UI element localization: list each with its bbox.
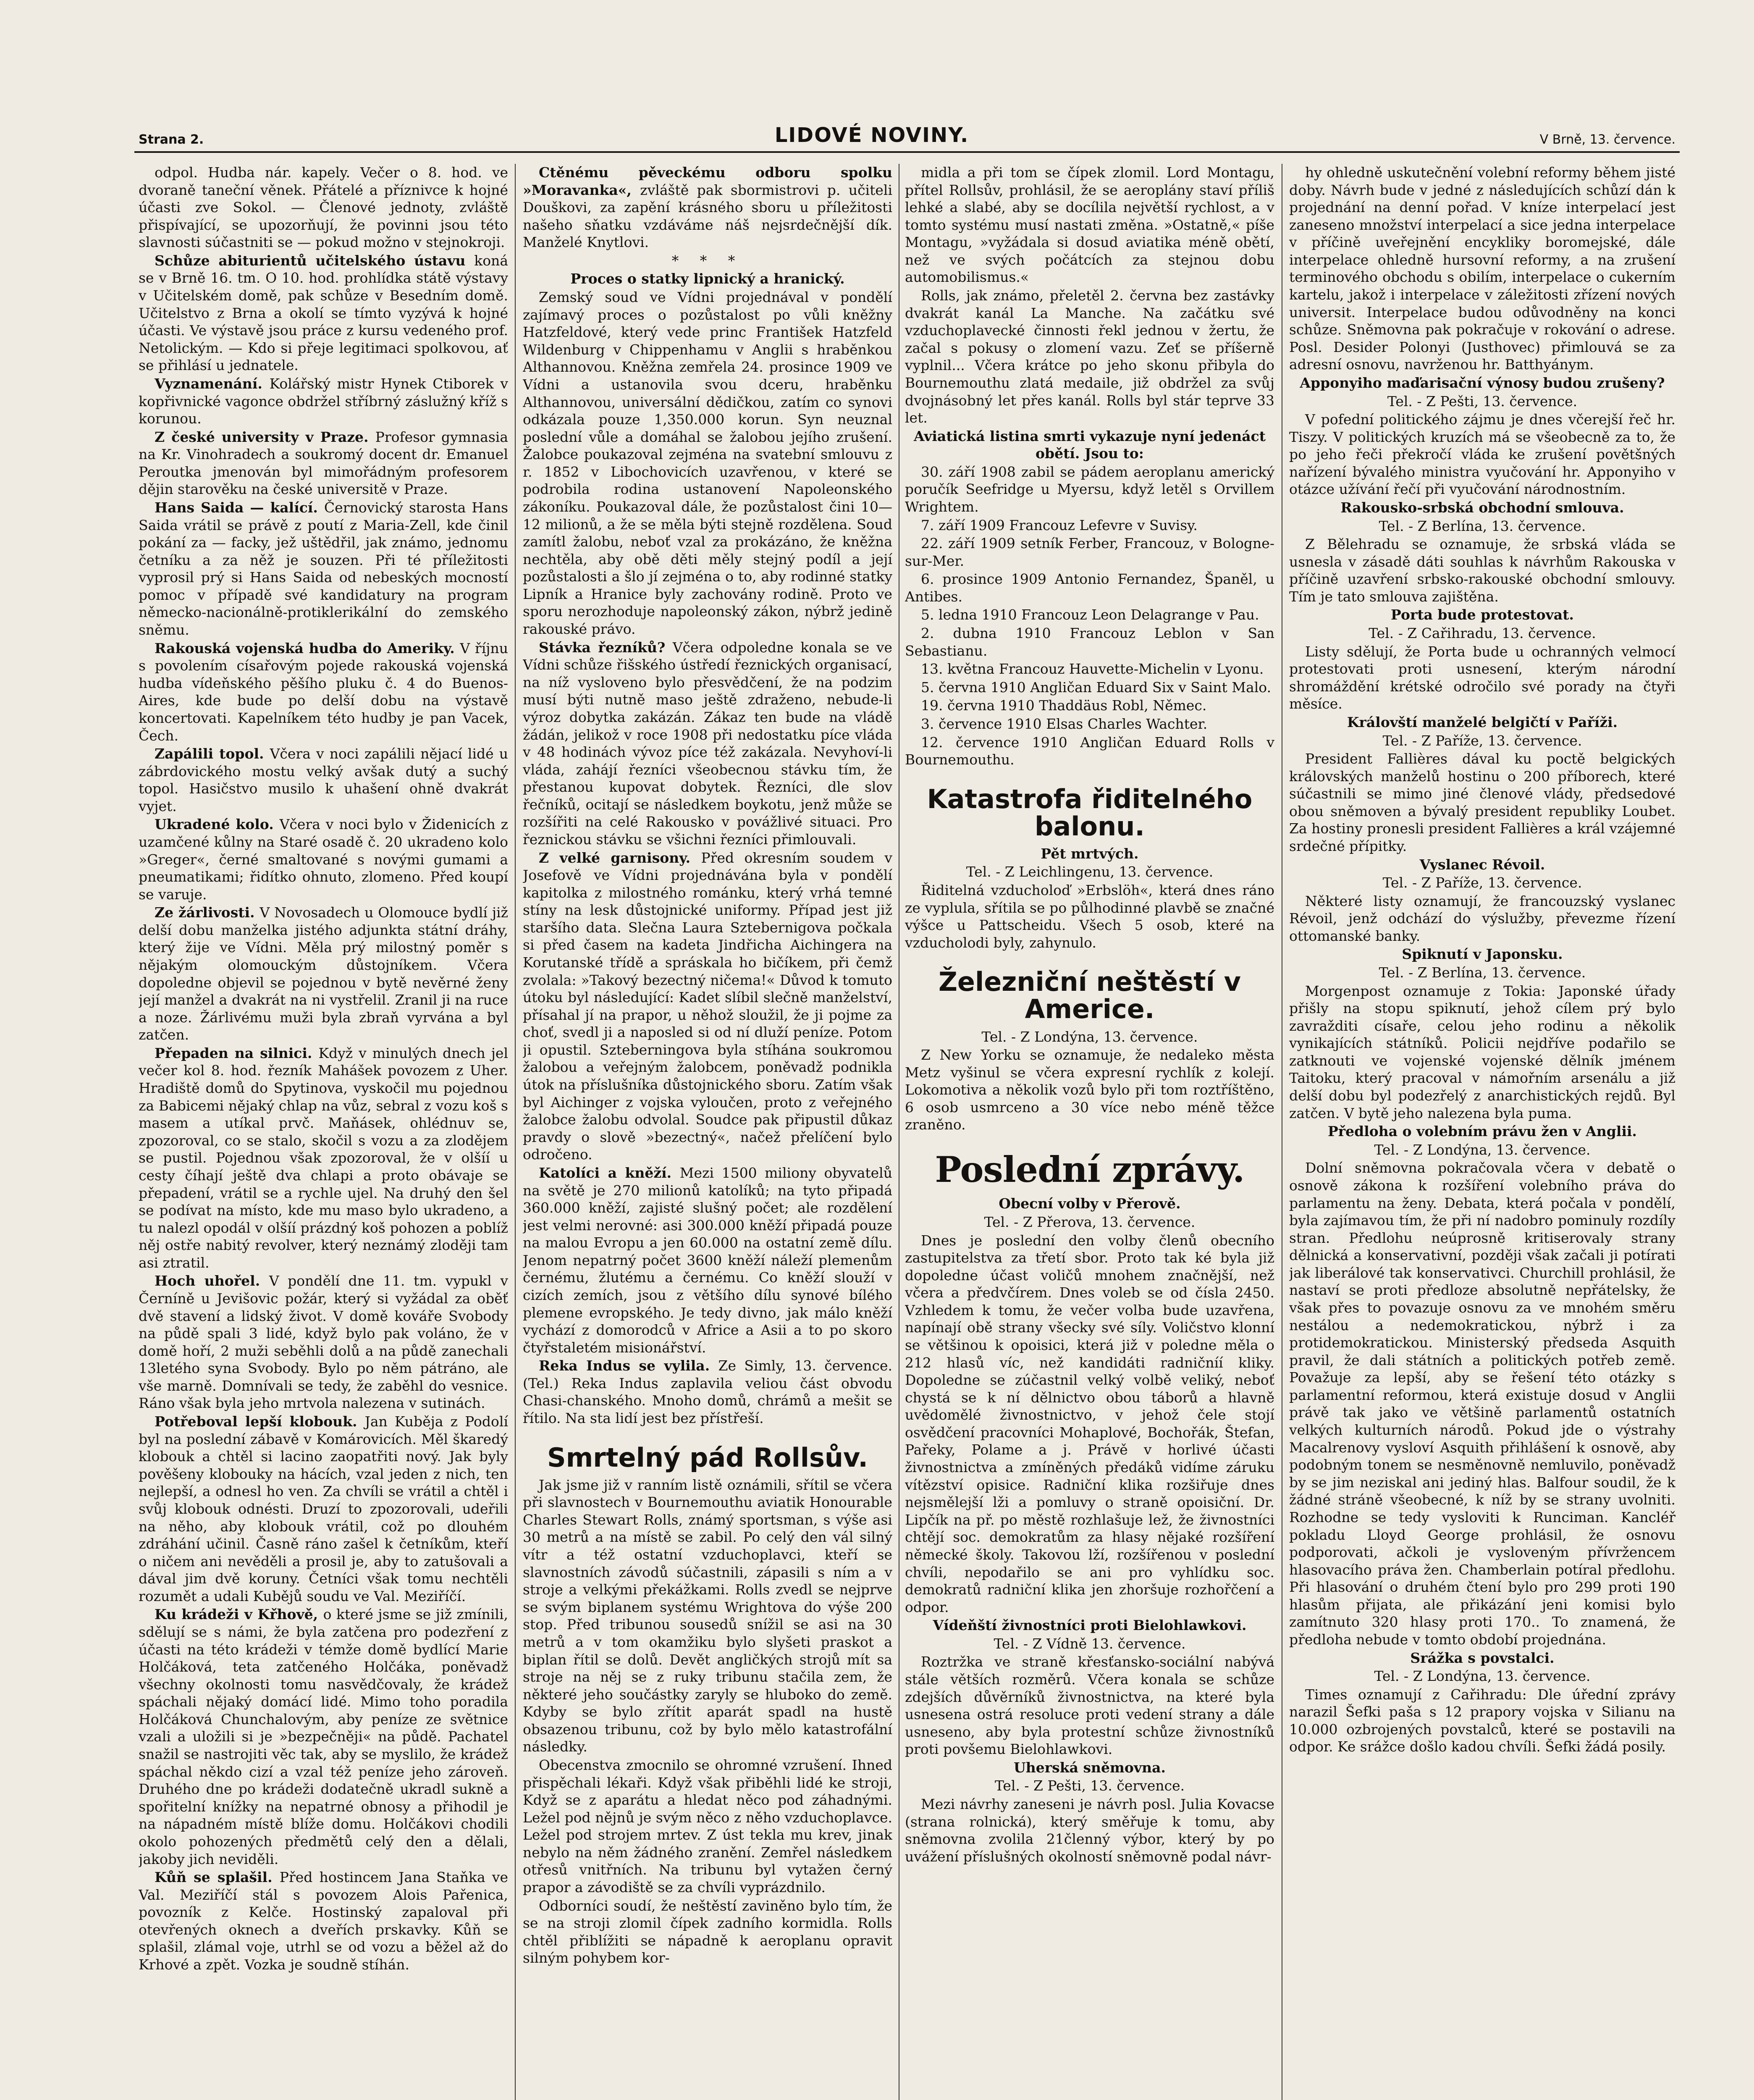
article-paragraph	[1289, 536, 1675, 605]
column-4	[1289, 164, 1675, 2100]
article-headline: Královští manželé belgičtí v Paříži.	[1347, 714, 1618, 730]
article-paragraph	[905, 164, 1274, 286]
article-headline: Aviatická listina smrti vykazuje nyní jedenáct obětí. Jsou to:	[913, 428, 1266, 462]
article-text: Listy sdělují, že Porta bude u ochranných velmocí protestovati proti usnesení, kterým národní shromáždění krétské odročilo své porady na čtyři měsíce.	[1289, 643, 1675, 712]
article-paragraph	[523, 164, 892, 251]
article-lead-heading: Kůň se splašil.	[155, 1869, 280, 1886]
article-paragraph	[905, 697, 1274, 714]
article-paragraph	[139, 164, 508, 251]
article-paragraph	[139, 745, 508, 815]
article-paragraph	[1289, 750, 1675, 855]
telegram-dateline: Tel. - Z Londýna, 13. července.	[1374, 1141, 1591, 1158]
article-paragraph	[905, 1046, 1274, 1134]
article-paragraph	[139, 252, 508, 374]
article-text: Zemský soud ve Vídni projednával v pondělí zajímavý proces o pozůstalost po vůli kněžny Hatzfeldové, který vede princ František Hatzfeld Wildenburg v Chippenhamu v Anglii s hraběnkou Althannovou. Kněžna zemřela 24. prosince 1909 ve Vídni a ustanovila svou dceru, hraběnku Althannovou, universální dědičkou, zatím co synovi odkázala pouze 1,350.000 korun. Syn neuznal poslední vůle a domáhal se žalobou jejího zrušení. Žalobce poukazoval zejména na svatební smlouvu z r. 1852 v Libochovicích uzavřenou, v které se podrobila rodina ustanovení Napoleonského zákoníku. Poukazoval dále, že pozůstalost čini 10—12 milionů, a že se měla býti stejně rozdělena. Soud zamítl žalobu, neboť vzal za prokázáno, že kněžna nechtěla, aby obě děti měly stejný podíl a její pozůstalosti a šlo jí zejména o to, aby rodinné statky Lipník a Hranice byly zachovány rodině. Proto ve sporu nerozhoduje napoleonský zákon, nýbrž jedině rakouské právo.	[523, 289, 892, 638]
article-text: Mezi návrhy zaneseni je návrh posl. Julia Kovacse (strana rolnická), který směřuje k tomu, aby sněmovna zvolila 21členný výbor, který by po uvážení příslušných okolností sněmovně podal návr-	[905, 1796, 1274, 1865]
article-paragraph	[1289, 1686, 1675, 1756]
article-text: o které jsme se již zmínili, sdělují se s námi, že byla zatčena pro podezření z účasti na této krádeži v témže domě bydlící Marie Holčáková, teta zatčeného Holčáka, poněvadž všechny okolnosti tomu nasvědčovaly, že krádež spáchali nějaký domácí lidé. Mimo toho poradila Holčáková Chunchalovým, aby peníze ze světnice vzali a uložili si je »bezpečněji« na půdě. Pachatel snažil se nastrojiti věc tak, aby se myslilo, že krádež spáchal někdo cizí a vzal též peníze jeho zároveň. Druhého dne po krádeži dodatečně ukradl sukně a spořitelní knížky na nepatrné obnosy a přihodil je na nápadném místě blíže domu. Holčákovi chodili okolo pohozených předmětů celý den a dělali, jakoby jich neviděli.	[139, 1606, 508, 1867]
article-paragraph	[1289, 411, 1675, 498]
article-paragraph	[905, 1232, 1274, 1616]
article-paragraph	[139, 499, 508, 639]
article-text: 5. ledna 1910 Francouz Leon Delagrange v Pau.	[921, 606, 1259, 623]
article-text: Dolní sněmovna pokračovala včera v debatě o osnově zákona k rozšíření volebního práva do parlamentu na ženy. Debata, která počala v pondělí, byla zajímavou tím, že při ní nadobro pominuly rozdíly stran. Předlohu neúprosně kritiserovaly strany dělnická a konservativní, později však začali ji potírati jak liberálové tak konservativci. Churchill prohlásil, že nastaví se proti předloze absolutně nepřátelsky, že však přes to povazuje osnovu za ve mnohém směru nestálou a nedemokratickou, nýbrž i za protidemokratickou. Ministerský předseda Asquith pravil, že dali státních a politických potřeb země. Považuje za lepší, aby se řešení této otázky s parlamentní reformou, která existuje dosud v Anglii právě tak jako ve většině parlamentů ostatních velkých kulturních národů. Pokud jde o výstrahy Macalrenovy vysloví Asquith přihlášení k osnově, aby podobným tonem se nesměnovně nemluvilo, poněvadž by se jim neziskal ani jediný hlas. Balfour soudil, že k žádné stráně všeobecné, k níž by se strany uvolniti. Rozhodne se tedy vysloviti k Runciman. Kancléř pokladu Lloyd George prohlásil, že osnovu podporovati, ačkoli je vysloveným přívržencem hlasovacího práva žen. Chamberlain potíral předlohu. Při hlasování o druhém čtení bylo pro 299 proti 190 hlasům přijata, ale přikázání jeni komisi bylo zamítnuto 320 hlasy proti 170.. To znamená, že předloha nebude v tomto období projednána.	[1289, 1160, 1675, 1648]
telegram-dateline: Tel. - Z Berlína, 13. července.	[1379, 517, 1586, 534]
article-lead-heading: Zapálili topol.	[155, 746, 270, 762]
article-text: 19. června 1910 Thaddäus Robl, Němec.	[921, 697, 1207, 714]
article-text: Profesor gymnasia na Kr. Vinohradech a soukromý docent dr. Emanuel Peroutka jmenován byl mimořádným profesorem dějin starověku na české universitě v Praze.	[139, 428, 508, 498]
article-text: Z New Yorku se oznamuje, že nedaleko města Metz vyšinul se včera expresní rychlík z kolejí. Lokomotiva a několik vozů bylo při tom roztříštěno, 6 osob usmrceno a 30 více nebo méně těžce zraněno.	[905, 1047, 1274, 1133]
article-text: Dnes je poslední den volby členů obecního zastupitelstva za třetí sbor. Proto tak ké byla již dopoledne účast voličů mnohem značnější, než včera a předvčírem. Dnes voleb se od čísla 2450. Vzhledem k tomu, že večer volba bude uzavřena, napínají obě strany všecky své síly. Voličstvo klonní se většinou k opoisici, která již v poledne měla o 212 hlasů víc, než kandidáti radničníí kliky. Dopoledne se zúčastnil velký volbě veliký, neboť chystá se k ní dělnictvo obou táborů a hlavně uvědomělé živnostnictvo, v jehož čele stojí osvědčení pracovníci Mohaplové, Bochořák, Štefan, Pařeky, Polame a j. Právě v horlivé účasti živnostnictva a zmíněných předáků vidíme záruku vítězství opisice. Radniční klika rozšiřuje dnes nejsmělejší lži a pomluvy o straně opoisiční. Dr. Lipčík na př. po městě rozhlašuje lež, že živnostníci chtějí soc. demokratům za hlasy nějaké rozšíření německé školy. Takovou lží, rozšířenou v poslední chvíli, nepodařilo se ani pro vyhlídku soc. demokratů radniční klika jen zhoršuje rozhořčení a odpor.	[905, 1232, 1274, 1615]
column-3	[905, 164, 1274, 2100]
article-text: Řiditelná vzducholoď »Erbslöh«, která dnes ráno ze vyplula, sřítila se po půlhodinné plavbě se značné výšce u Pattscheidu. Všech 5 osob, které na vzducholodi byly, zahynulo.	[905, 882, 1274, 951]
article-text: President Fallières dával ku poctě belgických královských manželů hostinu o 200 příborech, které súčastnili se mimo jiné členové vlády, předsedové obou sněmoven a bývalý president republiky Loubet. Za hostiny pronesli president Fallières a král vzájemné srdečné přípitky.	[1289, 751, 1675, 854]
telegram-dateline: Tel. - Z Londýna, 13. července.	[1374, 1668, 1591, 1685]
article-lead-heading: Ku krádeži v Křhově,	[155, 1606, 323, 1623]
section-headline: Poslední zprávy.	[935, 1148, 1245, 1190]
article-text: V říjnu s povolením císařovým pojede rakouská vojenská hudba vídeňského pěšího pluku č. 4 do Buenos-Aires, kde bude po delší dobu na výstavě koncertovati. Kapelníkem této hudby je pan Vacek, Čech.	[139, 640, 508, 744]
article-paragraph	[139, 428, 508, 498]
article-paragraph	[905, 1653, 1274, 1758]
article-text: 3. července 1910 Elsas Charles Wachter.	[921, 715, 1208, 732]
article-paragraph	[523, 1897, 892, 1967]
article-paragraph	[905, 463, 1274, 516]
article-headline: Vyslanec Révoil.	[1419, 856, 1545, 873]
article-paragraph	[905, 1796, 1274, 1865]
telegram-dateline: Tel. - Z Vídně 13. července.	[994, 1635, 1186, 1652]
article-text: Některé listy oznamují, že francouzský vyslanec Révoil, jenž odchází do výslužby, převezme řízení ottomanské banky.	[1289, 892, 1675, 944]
header-rule	[134, 151, 1680, 153]
article-text: 5. června 1910 Angličan Eduard Six v Saint Malo.	[921, 679, 1272, 696]
article-headline: Rakousko-srbská obchodní smlouva.	[1340, 499, 1624, 516]
article-text: Rolls, jak známo, přeletěl 2. června bez zastávky dvakrát kanál La Manche. Na začátku své vzduchoplavecké činnosti řekl jednou v žertu, že začal s pokusy o zlomení vazu. Zeť se příšerně vyplnil... Včera krátce po jeho skonu přibyla do Bournemouthu zlatá medaile, již obdržel za svůj dvojnásobný let přes kanál. Rolls byl stár teprve 33 let.	[905, 287, 1274, 426]
separator: * * *	[671, 252, 744, 269]
article-paragraph	[905, 882, 1274, 951]
article-text: Obecenstva zmocnilo se ohromné vzrušení. Ihned přispěchali lékaři. Když však přiběhli lidé ke stroji, Když se z aparátu a hledat něco pod záhadnými. Ležel pod nějnů je svým něco z něho vzduchoplavce. Ležel pod strojem mrtev. Z úst tekla mu krev, jinak nebylo na něm žádného zranění. Zemřel následkem otřesů vnitřních. Na tribunu byl vytažen černý prapor a závodiště se za chvíli vyprázdnilo.	[523, 1756, 892, 1896]
article-text: Z Bělehradu se oznamuje, že srbská vláda se usnesla v zásadě dáti souhlas k návrhům Rakouska v příčině uzavření srbsko-rakouské obchodní smlouvy. Tím je tato smlouva zajištěna.	[1289, 536, 1675, 605]
article-text: Roztržka ve straně křesťansko-sociální nabývá stále větších rozměrů. Včera konala se schůze zdejších důvěrníků živnostnictva, na které byla usnesena ostrá resoluce proti vedení strany a dále usneseno, aby byla protestní schůze živnostníků proti povšemu Bielohlawkovi.	[905, 1654, 1274, 1758]
article-paragraph	[523, 849, 892, 1163]
newspaper-title: LIDOVÉ NOVINY.	[774, 123, 969, 147]
article-paragraph	[523, 1756, 892, 1896]
article-paragraph	[139, 375, 508, 428]
article-text: 7. září 1909 Francouz Lefevre v Suvisy.	[921, 517, 1198, 533]
telegram-dateline: Tel. - Z Leichlingenu, 13. července.	[966, 864, 1214, 880]
article-lead-heading: Katolíci a kněží.	[539, 1164, 680, 1181]
page-number: Strana 2.	[139, 132, 204, 147]
article-text: Mezi 1500 miliony obyvatelů na světě je 270 milionů katolíků; na tyto připadá 360.000 kněží, zajisté slušný počet; ale rozdělení jest velmi nerovné: asi 300.000 kněží připadá pouze na malou Evropu a jen 60.000 na ostatní země dílu. Jenom nepatrný počet 3600 kněží náleží plemenům černému, žlutému a černému. Co kněží slouží v cizích zemích, jsou z většího dílu synové bílého plemene evropského. Je tedy divno, jak málo kněží vychází z domorodců v Africe a Asii a to po skoro čtyřstaletém misionářství.	[523, 1164, 892, 1356]
article-text: midla a při tom se čípek zlomil. Lord Montagu, přítel Rollsův, prohlásil, že se aeroplány staví příliš lehké a slabé, aby se docílila největší rychlost, a v tomto systému musí nastati změna. »Ostatně,« píše Montagu, »vyžádala si dosud aviatika méně obětí, než ve svých počátcích za stejnou dobu automobilismus.«	[905, 164, 1274, 286]
article-headline: Předloha o volebním právu žen v Anglii.	[1327, 1123, 1637, 1140]
article-lead-heading: Ze žárlivosti.	[155, 904, 260, 921]
article-text: koná se v Brně 16. tm. O 10. hod. prohlídka státě výstavy v Učitelském domě, pak schůze v Besedním domě. Učitelstvo z Brna a okolí se tímto vyzývá k hojné účasti. Ve výstavě jsou práce z kursu vedeného prof. Netolickým. — Kdo si přeje legitimaci spolkovou, ať se přihlásí u jednatele.	[139, 252, 508, 374]
telegram-dateline: Tel. - Z Paříže, 13. července.	[1382, 732, 1582, 749]
section-headline: Katastrofa řiditelného balonu.	[927, 783, 1253, 842]
article-paragraph	[139, 640, 508, 744]
telegram-dateline: Tel. - Z Paříže, 13. července.	[1382, 874, 1582, 891]
article-lead-heading: Ctěnému pěveckému odboru spolku »Moravanka«,	[523, 164, 892, 198]
article-paragraph	[1289, 1159, 1675, 1648]
article-paragraph	[523, 639, 892, 848]
article-headline: Pět mrtvých.	[1041, 845, 1139, 862]
article-headline: Srážka s povstalci.	[1410, 1649, 1555, 1666]
article-text: Když v minulých dnech jel večer kol 8. hod. řezník Mahášek povozem z Uher. Hradiště domů do Spytinova, vyskočil mu pojednou za Babicemi nějaký chlap na vůz, sebral z vozu koš s masem a utíkal prvč. Maňásek, ohlédnuv se, zpozoroval, co se stalo, skočil s vozu a za zlodějem se pustil. Pojednou však zpozoroval, že v olšíí u cesty číhají ještě dva chlapi a proto obávaje se přepadení, vrátil se a rychle ujel. Na druhý den šel se podívat na místo, kde mu maso bylo ukradeno, a tu nalezl opodál v olšíí prázdný koš pohozen a poblíž něj ostře nabitý revolver, který neznámý zloději tam asi ztratil.	[139, 1045, 508, 1271]
article-text: Včera v noci bylo v Židenicích z uzamčené kůlny na Staré osadě č. 20 ukradeno kolo »Greger«, černé smaltované s novými gumami a pneumatikami; řidítko ohnuto, zlomeno. Před koupí se varuje.	[139, 816, 508, 903]
article-headline: Proces o statky lipnický a hranický.	[570, 270, 845, 287]
article-headline: Apponyiho maďarisační výnosy budou zrušeny?	[1300, 374, 1665, 391]
article-paragraph	[523, 289, 892, 638]
article-lead-heading: Z velké garnisony.	[539, 849, 701, 866]
article-lead-heading: Schůze abiturientů učitelského ústavu	[155, 252, 475, 269]
article-headline: Obecní volby v Přerově.	[999, 1195, 1181, 1212]
article-text: Před okresním soudem v Josefově ve Vídni projednávána byla v pondělí kapitolka z milostného románku, který vrhá temné stíny na lesk důstojnické uniformy. Případ jest již staršího data. Slečna Laura Sztebernigova počkala si před časem na kadeta Jindřicha Aichingera na Korutanské třídě a spráskala ho bičíkem, při čemž zvolala: »Takový bezectný ničema!« Důvod k tomuto útoku byl následující: Kadet slíbil slečně manželství, přísahal jí na prapor, u něhož sloužil, že ji pojme za choť, svedl ji a naposled si od ní dluží peníze. Potom ji opustil. Szteberningova byla stíhána soukromou žalobou a veřejným žalobcem, poněvadž podnikla útok na příslušníka důstojnického sboru. Zatím však byl Aichinger z vojska vyloučen, proto z veřejného žalobce žalobu odvolal. Soudce pak připustil důkaz pravdy o slově »bezectný«, načež přelíčení bylo odročeno.	[523, 849, 892, 1163]
article-paragraph	[905, 679, 1274, 696]
article-text: V Novosadech u Olomouce bydlí již delší dobu manželka jistého adjunkta státní dráhy, který žije ve Vídni. Měla prý milostný poměr s nějakým olomouckým důstojníkem. Včera dopoledne objevil se pojednou v bytě nevěrné ženy její manžel a dvakrát na ni vystřelil. Zranil ji na ruce a noze. Žárlivému muži byla zbraň vyrvána a byl zatčen.	[139, 904, 508, 1043]
article-paragraph	[139, 816, 508, 903]
article-paragraph	[139, 1272, 508, 1412]
telegram-dateline: Tel. - Z Přerova, 13. července.	[984, 1213, 1196, 1230]
article-text: V pondělí dne 11. tm. vypukl v Černíně u Jevišovic požár, který si vyžádal za oběť dvě stavení a lidský život. V domě kováře Svobody na půdě spali 3 lidé, když bylo pak voláno, že v domě hoří, 2 muži seběhli dolů a na půdě zanechali 13letého syna Svobody. Bylo po něm pátráno, ale vše marně. Domnívali se tedy, že zaběhl do vesnice. Ráno však byla jeho mrtvola nalezena v sutinách.	[139, 1273, 508, 1412]
article-text: Před hostincem Jana Staňka ve Val. Meziříčí stál s povozem Alois Pařenica, povozník z Kelče. Hostinský zapaloval při otevřených oknech a dveřích prskavky. Kůň se splašil, zlámal voje, utrhl se od vozu a běžel až do Krhové a zpět. Vozka je soudně stíhán.	[139, 1869, 508, 1973]
article-lead-heading: Rakouská vojenská hudba do Ameriky.	[155, 640, 460, 656]
article-text: 12. července 1910 Angličan Eduard Rolls v Bournemouthu.	[905, 734, 1274, 768]
article-lead-heading: Z české university v Praze.	[155, 428, 375, 445]
section-headline: Železniční neštěstí v Americe.	[938, 966, 1241, 1025]
article-text: 22. září 1909 setník Ferber, Francouz, v Bologne-sur-Mer.	[905, 535, 1274, 569]
article-paragraph	[1289, 164, 1675, 373]
article-paragraph	[905, 535, 1274, 570]
article-text: Včera v noci zapálili nějací lidé u zábrdovického mostu velký avšak dutý a suchý topol. Hasičstvo musilo k uhašení ohně dvakrát vyjet.	[139, 746, 508, 814]
telegram-dateline: Tel. - Z Cařihradu, 13. července.	[1369, 625, 1596, 642]
article-paragraph	[905, 517, 1274, 534]
article-text: Černovický starosta Hans Saida vrátil se právě z poutí z Maria-Zell, kde činil pokání za — facky, jež uštědřil, jak známo, jednomu četníku a za něž je souzen. Při té příležitosti vyprosil prý si Hans Saida od nebeských mocností pomoc v případě své kandidatury na program německo-nacionálně-protiklerikální do zemského sněmu.	[139, 499, 508, 638]
issue-dateline: V Brně, 13. července.	[1539, 132, 1675, 147]
article-paragraph	[905, 734, 1274, 769]
article-text: zvláště pak sbormistrovi p. učiteli Douškovi, za zapění krásného sboru u příležitosti našeho sňatku vzdáváme náš nejsrdečnější dík. Manželé Knytlovi.	[523, 181, 892, 251]
article-paragraph	[139, 1869, 508, 1973]
telegram-dateline: Tel. - Z Pešti, 13. července.	[994, 1777, 1185, 1794]
article-text: Včera odpoledne konala se ve Vídni schůze řišského ústředí řeznických organisací, na níž vysloveno bylo přesvědčení, že na podzim musí býti nutně maso ještě zdraženo, nebude-li výroz dobytka zakázán. Zákaz ten bude na vládě žádán, jelikož v roce 1908 při nedostatku píce vláda v 48 hodinách vývoz píce též zakázala. Nevyhoví-li vláda, zahájí řezníci všeobecnou stávku tím, že přestanou kupovat dobytek. Řezníci, dle slov řečníků, ocitají se následkem boykotu, jenž může se rozšířiti na celé Rakousko v povážlivé situaci. Pro řeznickou stávku se všichni řezníci přimlouvali.	[523, 639, 892, 848]
article-text: Times oznamují z Cařihradu: Dle úřední zprávy narazil Šefki paša s 12 prapory vojska v Silianu na 10.000 ozbrojených povstalců, které se postavili na odpor. Ke srážce došlo kadou chvíli. Šefki žádá posily.	[1289, 1686, 1675, 1755]
column-divider	[515, 164, 516, 2100]
article-paragraph	[523, 1357, 892, 1427]
article-paragraph	[139, 1413, 508, 1605]
article-text: Kolářský mistr Hynek Ctiborek v kopřivnické vagonce obdržel stříbrný záslužný kříž s korunou.	[139, 375, 508, 427]
article-paragraph	[523, 1164, 892, 1356]
article-lead-heading: Reka Indus se vylila.	[539, 1357, 718, 1374]
article-text: 2. dubna 1910 Francouz Leblon v San Sebastianu.	[905, 625, 1274, 659]
article-lead-heading: Ukradené kolo.	[155, 816, 280, 833]
article-text: V pofední politického zájmu je dnes včerejší řeč hr. Tiszy. V politických kruzích má se všeobecně za to, že po jeho řeči překročí vláda ke zrušení povětšných nařízení bývalého ministra vyučování hr. Apponyiho v otázce užívání řečí při vyučování národnostním.	[1289, 411, 1675, 498]
article-text: Odborníci soudí, že neštěstí zaviněno bylo tím, že se na stroji zlomil čípek zadního kormidla. Rolls chtěl přiblížiti se nápadně k aeroplanu opravit silným pohybem kor-	[523, 1897, 892, 1966]
article-text: odpol. Hudba nár. kapely. Večer o 8. hod. ve dvoraně taneční věnek. Přátelé a příznivce k hojné účasti zve Sokol. — Členové jednoty, zvláště přispívající, se upozorňují, že povinni jsou této slavnosti súčastniti se — pokud možno v stejnokroji.	[139, 164, 508, 251]
article-text: 6. prosince 1909 Antonio Fernandez, Španěl, u Antibes.	[905, 571, 1274, 605]
article-headline: Porta bude protestovat.	[1391, 606, 1574, 623]
article-paragraph	[905, 715, 1274, 733]
article-paragraph	[905, 287, 1274, 427]
article-paragraph	[905, 606, 1274, 624]
article-text: 30. září 1908 zabil se pádem aeroplanu americký poručík Seefridge u Myersu, když letěl s Orvillem Wrightem.	[905, 463, 1274, 515]
telegram-dateline: Tel. - Z Berlína, 13. července.	[1379, 964, 1586, 981]
article-paragraph	[139, 1045, 508, 1272]
column-2	[523, 164, 892, 2100]
article-lead-heading: Potřeboval lepší klobouk.	[155, 1413, 365, 1430]
telegram-dateline: Tel. - Z Pešti, 13. července.	[1387, 393, 1578, 410]
article-paragraph	[1289, 643, 1675, 713]
article-headline: Uherská sněmovna.	[1013, 1759, 1166, 1776]
article-headline: Spiknutí v Japonsku.	[1402, 946, 1563, 963]
article-paragraph	[139, 904, 508, 1044]
article-text: hy ohledně uskutečnění volební reformy během jisté doby. Návrh bude v jedné z následujících schůzí dán k projednání na denní pořad. V kníze interpelací jest zaneseno množství interpelací a sice jedna interpelace v příčině uveřejnění encykliky boromejské, dále interpelace ohledně hursovní reformy, a na zrušení terminového obchodu s obilím, interpelace o cukerním kartelu, jakož i interpelace v záležitosti zřízení nových universit. Interpelace budou odůvodněny na konci schůze. Sněmovna pak pokračuje v rokování o adrese. Posl. Desider Polonyi (Justhovec) přimlouvá se za adresní osnovu, navrženou hr. Batthyánym.	[1289, 164, 1675, 373]
article-paragraph	[1289, 892, 1675, 945]
article-paragraph	[905, 625, 1274, 659]
column-1	[139, 164, 508, 2100]
article-lead-heading: Stávka řezníků?	[539, 639, 673, 656]
article-text: Morgenpost oznamuje z Tokia: Japonské úřady přišly na stopu spiknutí, jehož cílem prý bylo zavražditi císaře, celou jeho rodinu a několik vynikajících státníků. Policii nejdříve podařilo se zatknouti ve vojenské vojenské dělník jménem Taitoku, který pracoval v námořním arsenálu a již delší dobu byl podezřelý z anarchistických rejdů. Byl zatčen. V bytě jeho nalezena byla puma.	[1289, 982, 1675, 1121]
article-paragraph	[523, 1476, 892, 1756]
article-text: Ze Simly, 13. července. (Tel.) Reka Indus zaplavila veliou část obvodu Chasi-chanského. Mnoho domů, chrámů a mešit se řítilo. Na sta lidí jest bez přístřeší.	[523, 1357, 892, 1427]
article-paragraph	[139, 1606, 508, 1868]
section-headline: Smrtelný pád Rollsův.	[547, 1442, 868, 1473]
article-lead-heading: Hans Saida — kalící.	[155, 499, 324, 516]
article-headline: Vídeňští živnostníci proti Bielohlawkovi.	[933, 1617, 1247, 1634]
masthead	[139, 122, 1675, 147]
article-lead-heading: Hoch uhořel.	[155, 1273, 269, 1289]
article-lead-heading: Přepaden na silnici.	[155, 1045, 319, 1061]
telegram-dateline: Tel. - Z Londýna, 13. července.	[981, 1028, 1198, 1045]
article-paragraph	[1289, 982, 1675, 1122]
article-lead-heading: Vyznamenání.	[155, 375, 270, 392]
article-text: 13. května Francouz Hauvette-Michelin v Lyonu.	[921, 661, 1264, 677]
article-text: Jak jsme již v ranním listě oznámili, sřítil se včera při slavnostech v Bournemouthu aviatik Honourable Charles Stewart Rolls, známý sportsman, s výše asi 30 metrů a na místě se zabil. Po celý den vál silný vítr a též ostatní vzduchoplavci, kteří se slavnostních závodů súčastnili, zápasili s ním a v stroje a velkými překážkami. Rolls zvedl se nejprve se svým biplanem systému Wrightova do výše 200 stop. Před tribunou sousedů snížil se asi na 30 metrů a v tom okamžiku bylo slyšeti praskot a biplan řítil se dolů. Devět angličkých strojů mít sa stroje na něj se z ruky tribunu stačila zem, že některé jeho součástky zaryly se hluboko do země. Kdyby se bylo zřítit aparát spadl na hustě obsazenou tribunu, což by bylo mělo katastrofální následky.	[523, 1476, 892, 1755]
article-paragraph	[905, 660, 1274, 678]
article-text: Jan Kuběja z Podolí byl na poslední zábavě v Komárovicích. Měl škaredý klobouk a chtěl si lacino zaopatřiti nový. Jak byly pověšeny klobouky na hácích, vzal jeden z nich, ten nejlepší, a odnesl ho ven. Za chvíli se vrátil a chtěl i svůj klobouk odnésti. Druzí to zpozorovali, udeřili na něho, aby klobouk vrátil, což po dlouhém zdráhání učinil. Časně ráno zašel k četníkům, kteří o ničem ani nevěděli a prosil je, aby to zatušovali a dával jim dvě koruny. Četníci však tomu nechtěli rozumět a udali Kubějů soudu ve Val. Meziříčí.	[139, 1413, 508, 1604]
article-paragraph	[905, 570, 1274, 605]
